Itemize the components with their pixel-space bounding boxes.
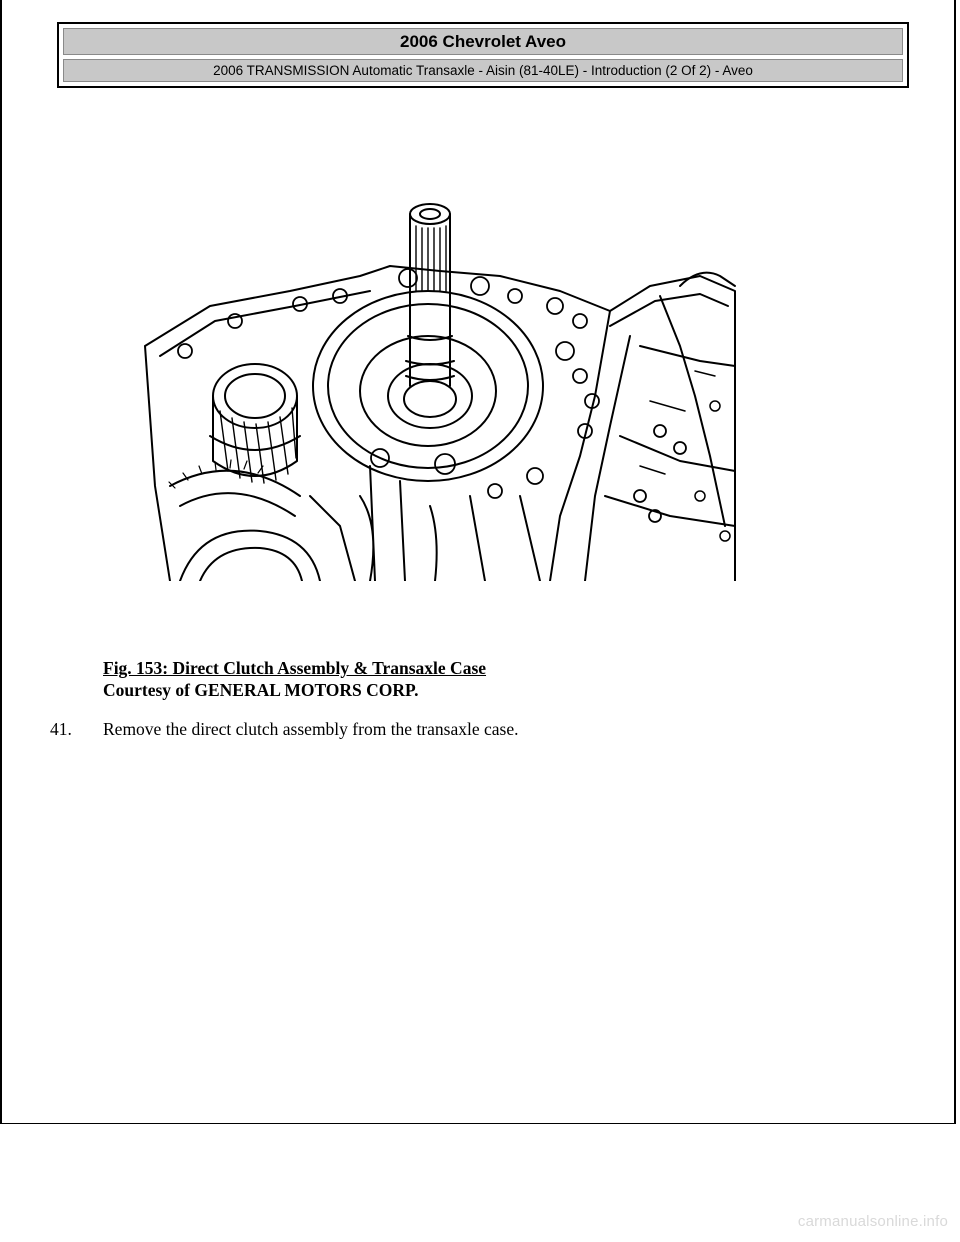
transaxle-illustration <box>140 196 740 581</box>
step-text: Remove the direct clutch assembly from the transaxle case. <box>103 719 519 739</box>
figure-caption <box>103 657 486 701</box>
header-subtitle: 2006 TRANSMISSION Automatic Transaxle - Aisin (81-40LE) - Introduction (2 Of 2) - Aveo <box>63 59 903 82</box>
page-header <box>57 22 909 88</box>
figure-courtesy: Courtesy of GENERAL MOTORS CORP. <box>103 680 419 700</box>
figure-title: Fig. 153: Direct Clutch Assembly & Transaxle Case <box>103 658 487 678</box>
procedure-step <box>50 718 518 740</box>
step-number: 41. <box>50 719 72 739</box>
watermark: carmanualsonline.info <box>797 1213 948 1230</box>
header-title: 2006 Chevrolet Aveo <box>63 28 903 55</box>
